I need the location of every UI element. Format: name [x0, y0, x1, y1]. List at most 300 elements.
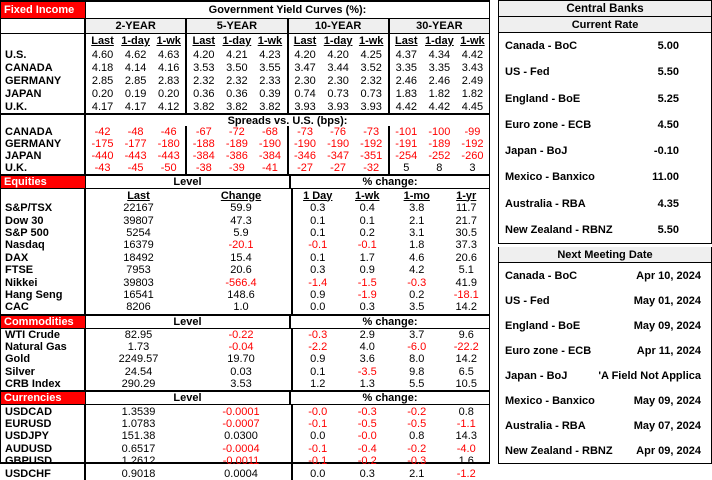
- change-value: 148.6: [227, 288, 255, 301]
- value-cell: -440: [91, 150, 114, 162]
- pct-value: 1.7: [359, 251, 375, 264]
- value-cell: 0.73: [327, 87, 349, 100]
- current-rate-list: [498, 33, 712, 244]
- value-cell: 3.43: [461, 61, 484, 74]
- rate-value: 5.00: [657, 40, 679, 53]
- value-cell: 3.55: [259, 61, 281, 74]
- spread-row: [1, 126, 489, 138]
- value-cell: 3.50: [226, 61, 248, 74]
- yield-column-header: Last: [91, 35, 114, 47]
- yield-label-spacer: [1, 34, 86, 48]
- yield-rows: [1, 48, 489, 113]
- yield-column-header: Last: [394, 35, 418, 47]
- last-value: 1.73: [127, 341, 150, 354]
- yield-column-header: 1-day: [323, 35, 353, 47]
- market-row: [1, 405, 489, 417]
- pct-value: -0.4: [357, 442, 377, 455]
- value-cell: 4.20: [193, 48, 215, 61]
- instrument-label: AUDUSD: [1, 443, 86, 455]
- value-cell: 4.12: [157, 100, 180, 113]
- value-cell: 3.93: [360, 100, 382, 113]
- pct-value: -18.1: [453, 288, 479, 301]
- change-value: 19.70: [227, 353, 255, 366]
- market-row: [1, 276, 489, 288]
- value-cell: 0.36: [193, 87, 215, 100]
- meeting-date: Apr 09, 2024: [636, 444, 701, 457]
- bank-label: Australia - RBA: [505, 197, 586, 210]
- change-value: 1.0: [233, 301, 249, 314]
- value-cell: 0.74: [294, 87, 316, 100]
- market-row: [1, 329, 489, 341]
- value-cell: 2.46: [428, 74, 451, 87]
- meeting-date: 'A Field Not Applica: [598, 369, 701, 382]
- instrument-label: EURUSD: [1, 418, 86, 430]
- value-cell: 3.82: [193, 100, 215, 113]
- pct-value: 20.6: [455, 251, 477, 264]
- pct-value: 0.3: [310, 202, 326, 215]
- country-label: U.K.: [1, 100, 86, 113]
- pct-column-header: 1-wk: [355, 189, 380, 202]
- value-cell: -189: [428, 138, 451, 150]
- yield-column-header: 1-wk: [257, 35, 283, 47]
- central-bank-row: [499, 145, 711, 157]
- central-bank-row: [499, 370, 711, 382]
- pct-value: 30.5: [455, 226, 477, 239]
- yield-group-header: 2-YEAR: [86, 19, 185, 33]
- country-label: JAPAN: [1, 87, 86, 100]
- last-value: 5254: [126, 226, 151, 239]
- pct-value: 10.5: [455, 378, 477, 391]
- pct-value: -1.1: [456, 418, 476, 431]
- bank-label: Canada - BoC: [505, 40, 578, 53]
- pct-value: -3.5: [357, 365, 377, 378]
- change-value: 0.0300: [224, 430, 258, 443]
- central-bank-row: [499, 198, 711, 210]
- value-cell: -27: [297, 162, 313, 174]
- yield-column-header: 1-wk: [460, 35, 485, 47]
- last-value: 39807: [123, 214, 154, 227]
- value-cell: -39: [228, 162, 245, 174]
- pct-value: -0.2: [357, 455, 377, 468]
- central-bank-row: [499, 270, 711, 282]
- value-cell: -384: [258, 150, 281, 162]
- yield-column-header: 1-day: [222, 35, 252, 47]
- pct-value: 0.2: [409, 288, 425, 301]
- instrument-label: S&P/TSX: [1, 202, 86, 214]
- last-value: 22167: [123, 202, 154, 215]
- country-label: CANADA: [1, 61, 86, 74]
- instrument-label: Gold: [1, 353, 86, 365]
- value-cell: 8: [436, 162, 443, 174]
- yield-subheader-group: [86, 34, 185, 48]
- value-cell: -188: [192, 138, 215, 150]
- value-cell: 4.17: [124, 100, 147, 113]
- value-cell: -386: [225, 150, 248, 162]
- central-bank-row: [499, 420, 711, 432]
- instrument-label: Natural Gas: [1, 341, 86, 353]
- pct-value: 3.8: [409, 202, 425, 215]
- pct-value: 0.1: [310, 214, 326, 227]
- value-cell: -45: [127, 162, 144, 174]
- yield-column-header: Last: [293, 35, 317, 47]
- value-cell: 4.16: [157, 61, 180, 74]
- spread-row: [1, 150, 489, 162]
- last-value: 82.95: [124, 328, 153, 341]
- last-value: 1.3539: [121, 405, 156, 418]
- pct-value: -2.2: [308, 341, 328, 354]
- rate-value: 4.35: [657, 197, 679, 210]
- spreads-title-row: [1, 113, 489, 126]
- value-cell: -68: [261, 126, 278, 138]
- value-cell: -190: [327, 138, 350, 150]
- pct-value: -0.1: [308, 442, 328, 455]
- change-column-header: Change: [220, 189, 262, 202]
- value-cell: -76: [330, 126, 347, 138]
- change-value: 59.9: [230, 202, 252, 215]
- pct-value: 4.6: [409, 251, 425, 264]
- pct-value: 6.5: [458, 365, 474, 378]
- section-header-row: [1, 314, 489, 329]
- yield-curves-title: Government Yield Curves (%):: [208, 4, 367, 16]
- value-cell: 1.82: [461, 87, 484, 100]
- value-cell: -175: [91, 138, 114, 150]
- value-cell: 0.20: [157, 87, 180, 100]
- fixed-income-header-row: [1, 2, 489, 19]
- rate-value: -0.10: [653, 145, 679, 158]
- value-cell: -48: [127, 126, 144, 138]
- pct-value: -1.2: [456, 467, 476, 480]
- value-cell: -347: [327, 150, 350, 162]
- last-value: 18492: [123, 251, 154, 264]
- meeting-date: May 09, 2024: [633, 319, 701, 332]
- value-cell: 3.53: [193, 61, 215, 74]
- value-cell: 4.42: [461, 48, 484, 61]
- market-row: [1, 252, 489, 264]
- value-cell: 3.82: [259, 100, 281, 113]
- central-bank-row: [499, 93, 711, 105]
- rate-value: 11.00: [652, 171, 679, 184]
- meeting-date: Apr 10, 2024: [636, 269, 701, 282]
- value-cell: 4.42: [395, 100, 417, 113]
- market-row: [1, 366, 489, 378]
- pct-value: 3.5: [409, 301, 425, 314]
- value-cell: -190: [258, 138, 281, 150]
- spreads-label-spacer: [1, 115, 86, 126]
- pct-value: 1.6: [458, 455, 474, 468]
- value-cell: -67: [195, 126, 212, 138]
- value-cell: -73: [297, 126, 313, 138]
- value-cell: 2.30: [327, 74, 349, 87]
- last-value: 0.6517: [121, 442, 156, 455]
- pct-value: 2.1: [409, 467, 425, 480]
- market-row: [1, 378, 489, 390]
- value-cell: 2.83: [157, 74, 180, 87]
- pct-value: 0.1: [310, 226, 326, 239]
- change-value: 0.03: [230, 365, 252, 378]
- value-cell: 3: [469, 162, 476, 174]
- last-value: 24.54: [124, 365, 153, 378]
- pct-value: -0.3: [357, 405, 377, 418]
- value-cell: 4.42: [428, 100, 451, 113]
- value-cell: 4.20: [327, 48, 349, 61]
- change-value: -566.4: [225, 276, 257, 289]
- value-cell: -32: [363, 162, 380, 174]
- next-meeting-header: Next Meeting Date: [498, 247, 712, 263]
- yield-group-header: 30-YEAR: [388, 19, 489, 33]
- market-row: [1, 455, 489, 467]
- change-value: 5.9: [233, 226, 249, 239]
- yield-group-header-row: [1, 19, 489, 34]
- bank-label: New Zealand - RBNZ: [505, 444, 613, 457]
- pct-value: 0.3: [359, 301, 375, 314]
- yield-row: [1, 48, 489, 61]
- meeting-date: May 01, 2024: [633, 294, 701, 307]
- change-value: -0.0011: [222, 455, 260, 468]
- pct-value: -0.3: [407, 455, 427, 468]
- value-cell: -443: [124, 150, 147, 162]
- value-cell: 4.23: [259, 48, 281, 61]
- change-value: -20.1: [228, 239, 254, 252]
- pct-value: 1.3: [359, 378, 375, 391]
- value-cell: 3.35: [395, 61, 417, 74]
- bank-label: New Zealand - RBNZ: [505, 223, 613, 236]
- pct-value: 3.7: [409, 328, 425, 341]
- value-cell: -252: [428, 150, 451, 162]
- value-cell: -192: [461, 138, 484, 150]
- market-row: [1, 301, 489, 313]
- value-cell: 4.37: [395, 48, 417, 61]
- pct-value: 0.8: [458, 405, 474, 418]
- value-cell: 3.47: [294, 61, 316, 74]
- bank-label: US - Fed: [505, 294, 550, 307]
- pct-value: 0.0: [310, 430, 326, 443]
- instrument-label: GBPUSD: [1, 455, 86, 467]
- value-cell: 4.34: [428, 48, 451, 61]
- market-row: [1, 239, 489, 251]
- last-value: 7953: [126, 264, 151, 277]
- instrument-label: Nikkei: [1, 276, 86, 288]
- pct-value: 0.8: [409, 430, 425, 443]
- pct-value: 0.9: [310, 353, 326, 366]
- yield-row: [1, 100, 489, 113]
- pct-value: 0.9: [310, 288, 326, 301]
- value-cell: -73: [363, 126, 380, 138]
- country-label: JAPAN: [1, 150, 86, 162]
- meeting-date: Apr 11, 2024: [636, 344, 701, 357]
- pct-value: -1.4: [308, 276, 328, 289]
- market-row: [1, 202, 489, 214]
- market-row: [1, 264, 489, 276]
- pct-value: -22.2: [453, 341, 479, 354]
- value-cell: 0.20: [91, 87, 114, 100]
- value-cell: 2.46: [395, 74, 417, 87]
- bank-label: Mexico - Banxico: [505, 171, 595, 184]
- value-cell: 4.18: [91, 61, 114, 74]
- pct-value: 8.0: [409, 353, 425, 366]
- pct-value: 4.2: [409, 264, 425, 277]
- value-cell: 2.49: [461, 74, 484, 87]
- yield-column-header: Last: [192, 35, 216, 47]
- value-cell: 3.52: [360, 61, 382, 74]
- bank-label: England - BoE: [505, 92, 581, 105]
- central-bank-row: [499, 295, 711, 307]
- value-cell: -38: [195, 162, 212, 174]
- section-header-row: [1, 174, 489, 189]
- change-value: -0.04: [228, 341, 254, 354]
- change-value: 3.53: [230, 378, 252, 391]
- value-cell: 3.35: [428, 61, 451, 74]
- value-cell: -260: [461, 150, 484, 162]
- value-cell: 4.17: [91, 100, 114, 113]
- section-label: Equities: [1, 176, 86, 188]
- pct-value: 4.0: [359, 341, 375, 354]
- value-cell: -189: [225, 138, 248, 150]
- instrument-label: S&P 500: [1, 227, 86, 239]
- value-cell: 1.82: [428, 87, 451, 100]
- yield-row: [1, 61, 489, 74]
- market-column-header-row: [1, 189, 489, 202]
- country-label: U.K.: [1, 162, 86, 174]
- pct-change-header: % change:: [362, 315, 418, 328]
- pct-value: 0.2: [359, 226, 375, 239]
- bank-label: Euro zone - ECB: [505, 118, 592, 131]
- yield-group-headers: [86, 19, 489, 33]
- spread-row: [1, 138, 489, 150]
- yield-subheader-group: [185, 34, 286, 48]
- market-row: [1, 430, 489, 442]
- change-value: -0.0001: [222, 405, 260, 418]
- instrument-label: WTI Crude: [1, 329, 86, 341]
- central-banks-panel: [490, 0, 712, 464]
- pct-value: -0.0: [308, 405, 328, 418]
- pct-value: 0.4: [359, 202, 375, 215]
- section-label: Currencies: [1, 392, 86, 404]
- instrument-label: CAC: [1, 301, 86, 313]
- pct-value: 5.5: [409, 378, 425, 391]
- instrument-label: USDCAD: [1, 405, 86, 417]
- pct-value: 41.9: [455, 276, 477, 289]
- rate-value: 5.50: [657, 223, 679, 236]
- value-cell: -100: [428, 126, 451, 138]
- central-bank-row: [499, 119, 711, 131]
- pct-column-header: 1-yr: [456, 189, 477, 202]
- central-bank-row: [499, 395, 711, 407]
- pct-value: 3.1: [409, 226, 425, 239]
- value-cell: 2.32: [226, 74, 248, 87]
- yield-subheaders: [86, 34, 489, 48]
- pct-value: -0.0: [357, 430, 377, 443]
- country-label: CANADA: [1, 126, 86, 138]
- value-cell: 2.33: [259, 74, 281, 87]
- pct-value: -0.5: [357, 418, 377, 431]
- value-cell: 4.60: [91, 48, 114, 61]
- pct-change-header: % change:: [362, 392, 418, 405]
- pct-value: -0.3: [407, 276, 427, 289]
- bank-label: England - BoE: [505, 319, 581, 332]
- change-value: -0.22: [228, 328, 254, 341]
- central-bank-row: [499, 171, 711, 183]
- value-cell: 2.85: [124, 74, 147, 87]
- level-header: Level: [86, 176, 291, 188]
- yield-label-spacer: [1, 19, 86, 33]
- central-bank-row: [499, 40, 711, 52]
- level-header: Level: [86, 392, 291, 404]
- meeting-date: May 07, 2024: [633, 419, 701, 432]
- central-banks-title: Central Banks: [498, 0, 712, 17]
- label-spacer: [1, 189, 86, 202]
- value-cell: 0.39: [259, 87, 281, 100]
- pct-value: 0.0: [310, 467, 326, 480]
- pct-value: 2.9: [359, 328, 375, 341]
- yield-column-header: 1-day: [424, 35, 454, 47]
- value-cell: 4.63: [157, 48, 180, 61]
- last-column-header: Last: [127, 189, 150, 202]
- instrument-label: Dow 30: [1, 214, 86, 226]
- pct-value: 14.3: [455, 430, 477, 443]
- pct-value: 0.3: [310, 264, 326, 277]
- section-header-row: [1, 390, 489, 405]
- pct-value: -0.1: [308, 239, 328, 252]
- value-cell: 0.19: [124, 87, 147, 100]
- yield-column-header: 1-wk: [156, 35, 181, 47]
- value-cell: 3.93: [294, 100, 316, 113]
- pct-value: 11.7: [455, 202, 477, 215]
- value-cell: 3.82: [226, 100, 248, 113]
- level-header: Level: [86, 316, 291, 328]
- market-sections: [1, 174, 489, 480]
- pct-value: 1.2: [310, 378, 326, 391]
- value-cell: 4.45: [461, 100, 484, 113]
- yield-group-header: 10-YEAR: [287, 19, 388, 33]
- value-cell: 4.25: [360, 48, 382, 61]
- instrument-label: FTSE: [1, 264, 86, 276]
- pct-column-header: 1 Day: [303, 189, 333, 202]
- next-meeting-list: [498, 263, 712, 464]
- last-value: 8206: [126, 301, 151, 314]
- bank-label: Euro zone - ECB: [505, 344, 592, 357]
- change-value: -0.0004: [222, 442, 260, 455]
- pct-value: 0.1: [359, 214, 375, 227]
- value-cell: 0.73: [360, 87, 382, 100]
- last-value: 0.9018: [121, 467, 156, 480]
- last-value: 1.0783: [121, 418, 156, 431]
- change-value: 0.0004: [224, 467, 258, 480]
- rate-value: 5.25: [657, 92, 679, 105]
- value-cell: -41: [261, 162, 278, 174]
- pct-change-header: % change:: [362, 176, 418, 188]
- change-value: 20.6: [230, 264, 252, 277]
- instrument-label: Silver: [1, 366, 86, 378]
- value-cell: -346: [294, 150, 317, 162]
- value-cell: 2.85: [91, 74, 114, 87]
- bank-label: Japan - BoJ: [505, 369, 568, 382]
- value-cell: 4.14: [124, 61, 147, 74]
- change-value: -0.0007: [222, 418, 260, 431]
- pct-value: -4.0: [456, 442, 476, 455]
- yield-column-header-row: [1, 34, 489, 48]
- market-row: [1, 214, 489, 226]
- pct-value: -1.9: [357, 288, 377, 301]
- value-cell: 4.21: [226, 48, 248, 61]
- rate-value: 5.50: [657, 66, 679, 79]
- pct-value: 9.6: [458, 328, 474, 341]
- pct-value: -0.1: [308, 455, 328, 468]
- market-row: [1, 353, 489, 365]
- market-row: [1, 418, 489, 430]
- market-row: [1, 289, 489, 301]
- value-cell: -191: [395, 138, 418, 150]
- last-value: 2249.57: [118, 353, 159, 366]
